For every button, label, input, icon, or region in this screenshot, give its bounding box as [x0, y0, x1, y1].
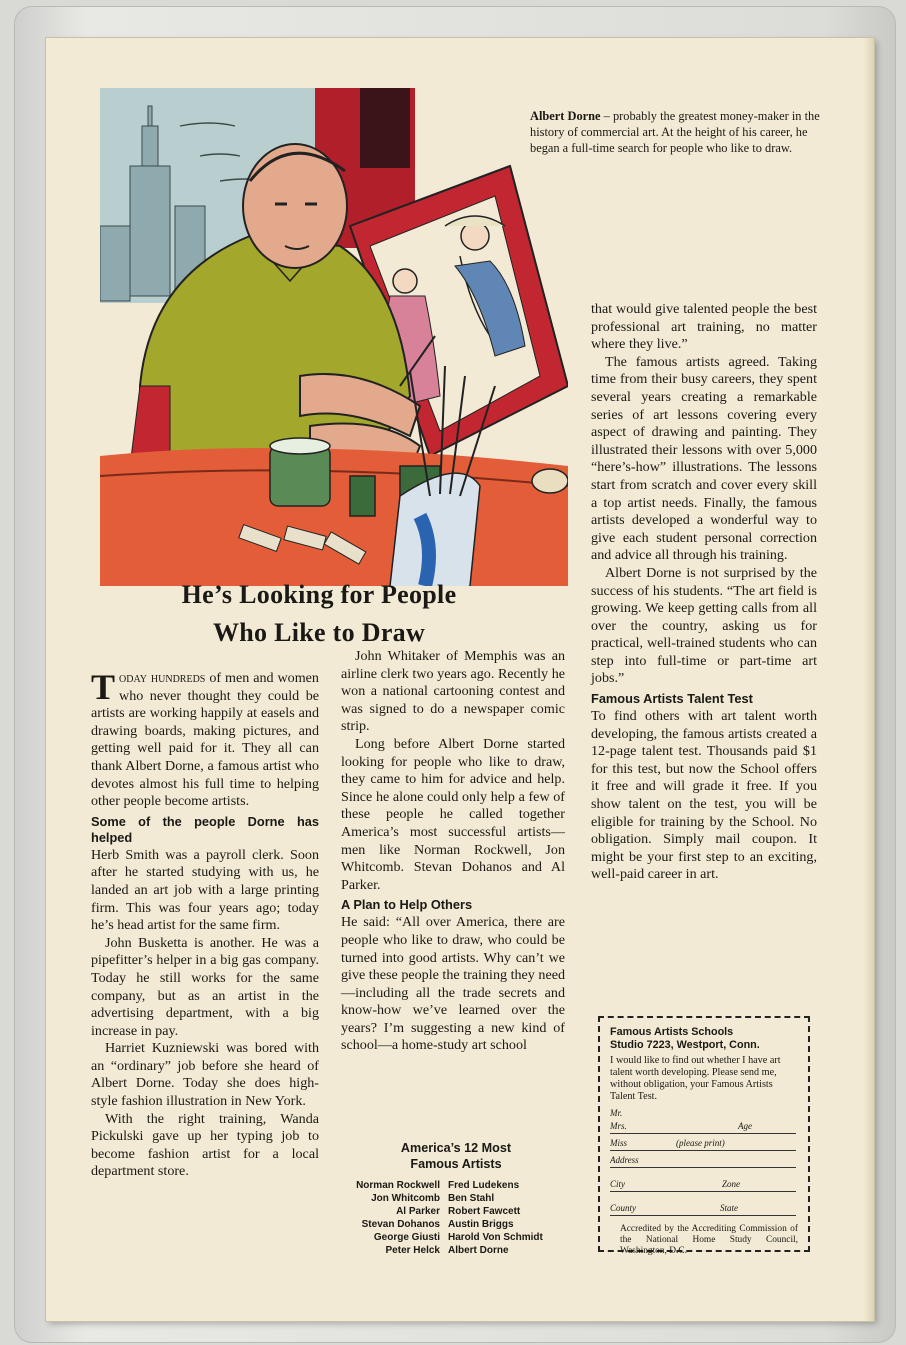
- miss-label: Miss: [610, 1138, 628, 1148]
- artists-title-line-1: America’s 12 Most: [400, 1141, 512, 1155]
- city-label: City: [610, 1179, 625, 1189]
- paragraph-artists-agreed: The famous artists agreed. Taking time from their busy careers, they spent several years creating a remarkable series of art lessons covering every aspect of drawing and painting. They illustrated their lessons with over 5,000 “here’s-how” illustrations. The lessons start from scratch and cover every skill a top artist needs. Finally, the famous artists developed a wonderful way to give each student personal correction and advice all through his training.: [591, 353, 817, 564]
- artists-title-line-2: Famous Artists: [410, 1157, 502, 1171]
- paragraph-not-surprised: Albert Dorne is not surprised by the success of his students. “The art field is growing. We keep getting calls from all over the country, asking us for practical, well-trained students who can step into full-time or part-time art jobs.”: [591, 564, 817, 687]
- paragraph-he-said: He said: “All over America, there are people who like to draw, who could be turned into good artists. Why can’t we give these people the training they need—including all the trade secrets and know-how we’ve learned over the years? I’m suggesting a new kind of school—a home-study art school: [341, 914, 565, 1054]
- headline: [104, 576, 534, 652]
- section-heading-talent-test: Famous Artists Talent Test: [591, 691, 753, 707]
- paragraph-talent-test: To find others with art talent worth developing, the famous artists created a 12-page talent test. Thousands paid $1 for this test, but now the School offers it free and will grade it free. If you show talent on the test, you will be eligible for training by the School. No obligation. Simply mail coupon. It might be your first step to an exciting, well-paid career in art.: [591, 708, 817, 883]
- artists-row: [336, 1231, 596, 1244]
- artist-name: Norman Rockwell: [356, 1180, 440, 1191]
- artists-row: [336, 1244, 596, 1257]
- artists-row: [336, 1179, 596, 1192]
- artists-row: [336, 1192, 596, 1205]
- artists-list-title: [346, 1140, 566, 1172]
- artist-name: Ben Stahl: [448, 1193, 495, 1204]
- headline-line-2: Who Like to Draw: [212, 618, 426, 647]
- artist-name: Jon Whitcomb: [371, 1193, 440, 1204]
- coupon-address-field[interactable]: [610, 1154, 796, 1168]
- text-column-1: [91, 667, 319, 1181]
- artists-list: [336, 1179, 596, 1257]
- artist-name: George Giusti: [373, 1232, 440, 1243]
- mrs-label: Mrs.: [610, 1121, 627, 1131]
- artists-row: [336, 1205, 596, 1218]
- coupon-county-field[interactable]: [610, 1202, 796, 1216]
- text-column-2: [341, 648, 565, 1055]
- artist-name: Fred Ludekens: [448, 1180, 520, 1191]
- illustration-caption: [530, 108, 820, 156]
- artist-name: Albert Dorne: [448, 1245, 509, 1256]
- text-column-3: [591, 301, 817, 884]
- artist-name: Harold Von Schmidt: [448, 1232, 543, 1243]
- artist-name: Peter Helck: [385, 1245, 440, 1256]
- headline-line-1: He’s Looking for People: [181, 580, 457, 609]
- coupon-school-name: Famous Artists Schools: [610, 1026, 734, 1038]
- artist-name: Al Parker: [396, 1206, 440, 1217]
- paragraph-continued: that would give talented people the best professional art training, no matter where they live.”: [591, 301, 817, 353]
- paragraph-herb-smith: Herb Smith was a payroll clerk. Soon after he started studying with us, he landed an art job with a large printing firm. This was four years ago; today he’s head artist for the same firm.: [91, 846, 319, 934]
- intro-smallcaps: oday hundreds: [119, 670, 206, 686]
- paragraph-wanda-pickulski: With the right training, Wanda Pickulski gave up her typing job to become fashion artist for a local department store.: [91, 1110, 319, 1180]
- mr-label: Mr.: [610, 1108, 623, 1118]
- intro-text: of men and women who never thought they could be artists are working happily at easels and drawing boards, making pictures, and getting well paid for it. They all can thank Albert Dorne, a famous artist who devotes almost his full time to helping other people become artists.: [91, 670, 319, 810]
- county-label: County: [610, 1203, 636, 1213]
- coupon-accreditation: Accredited by the Accrediting Commission of the National Home Study Council, Washington, D.C.: [620, 1224, 798, 1256]
- paragraph-john-whitaker: John Whitaker of Memphis was an airline clerk two years ago. Recently he won a national cartooning contest and was signed to do a newspaper comic strip.: [341, 648, 565, 735]
- caption-name: Albert Dorne: [530, 109, 601, 123]
- coupon-miss-field[interactable]: [610, 1137, 796, 1151]
- please-print-label: (please print): [676, 1138, 725, 1148]
- artists-row: [336, 1218, 596, 1231]
- coupon-address: Studio 7223, Westport, Conn.: [610, 1039, 760, 1051]
- mail-coupon[interactable]: [598, 1016, 810, 1256]
- zone-label: Zone: [722, 1179, 740, 1189]
- coupon-mr-label: [610, 1109, 798, 1120]
- coupon-name-field[interactable]: [610, 1120, 796, 1134]
- artist-illustration: [100, 86, 568, 586]
- section-heading-dorne-helped: Some of the people Dorne has helped: [91, 813, 319, 845]
- age-label: Age: [738, 1121, 752, 1131]
- comic-back-cover: [46, 38, 874, 1321]
- drop-cap: T: [91, 667, 116, 707]
- state-label: State: [720, 1203, 738, 1213]
- caption-text: – probably the greatest money-maker in the history of commercial art. At the height of his career, he began a full-time search for people who like to draw.: [530, 109, 820, 155]
- intro-paragraph: [91, 667, 319, 811]
- artist-name: Austin Briggs: [448, 1219, 514, 1230]
- coupon-body: I would like to find out whether I have art talent worth developing. Please send me, without obligation, your Famous Artists Talent Test.: [610, 1055, 781, 1102]
- artist-name: Stevan Dohanos: [361, 1219, 440, 1230]
- coupon-header: [610, 1026, 798, 1052]
- paragraph-long-before: Long before Albert Dorne started looking for people who like to draw, they came to him for advice and help. Since he alone could only help a few of these people he called together America’s most successful artists—men like Norman Rockwell, Jon Whitcomb. Stevan Dohanos and Al Parker.: [341, 735, 565, 893]
- paragraph-harriet-kuzniewski: Harriet Kuzniewski was bored with an “ordinary” job before she heard of Albert Dorne. Today she does high-style fashion illustration in New York.: [91, 1040, 319, 1110]
- address-label: Address: [610, 1155, 639, 1165]
- coupon-city-field[interactable]: [610, 1178, 796, 1192]
- artist-name: Robert Fawcett: [448, 1206, 521, 1217]
- section-heading-plan: A Plan to Help Others: [341, 897, 473, 913]
- paragraph-john-busketta: John Busketta is another. He was a pipefitter’s helper in a big gas company. Today he still works for the same company, but as an artist in the advertising department, with a big increase in pay.: [91, 934, 319, 1039]
